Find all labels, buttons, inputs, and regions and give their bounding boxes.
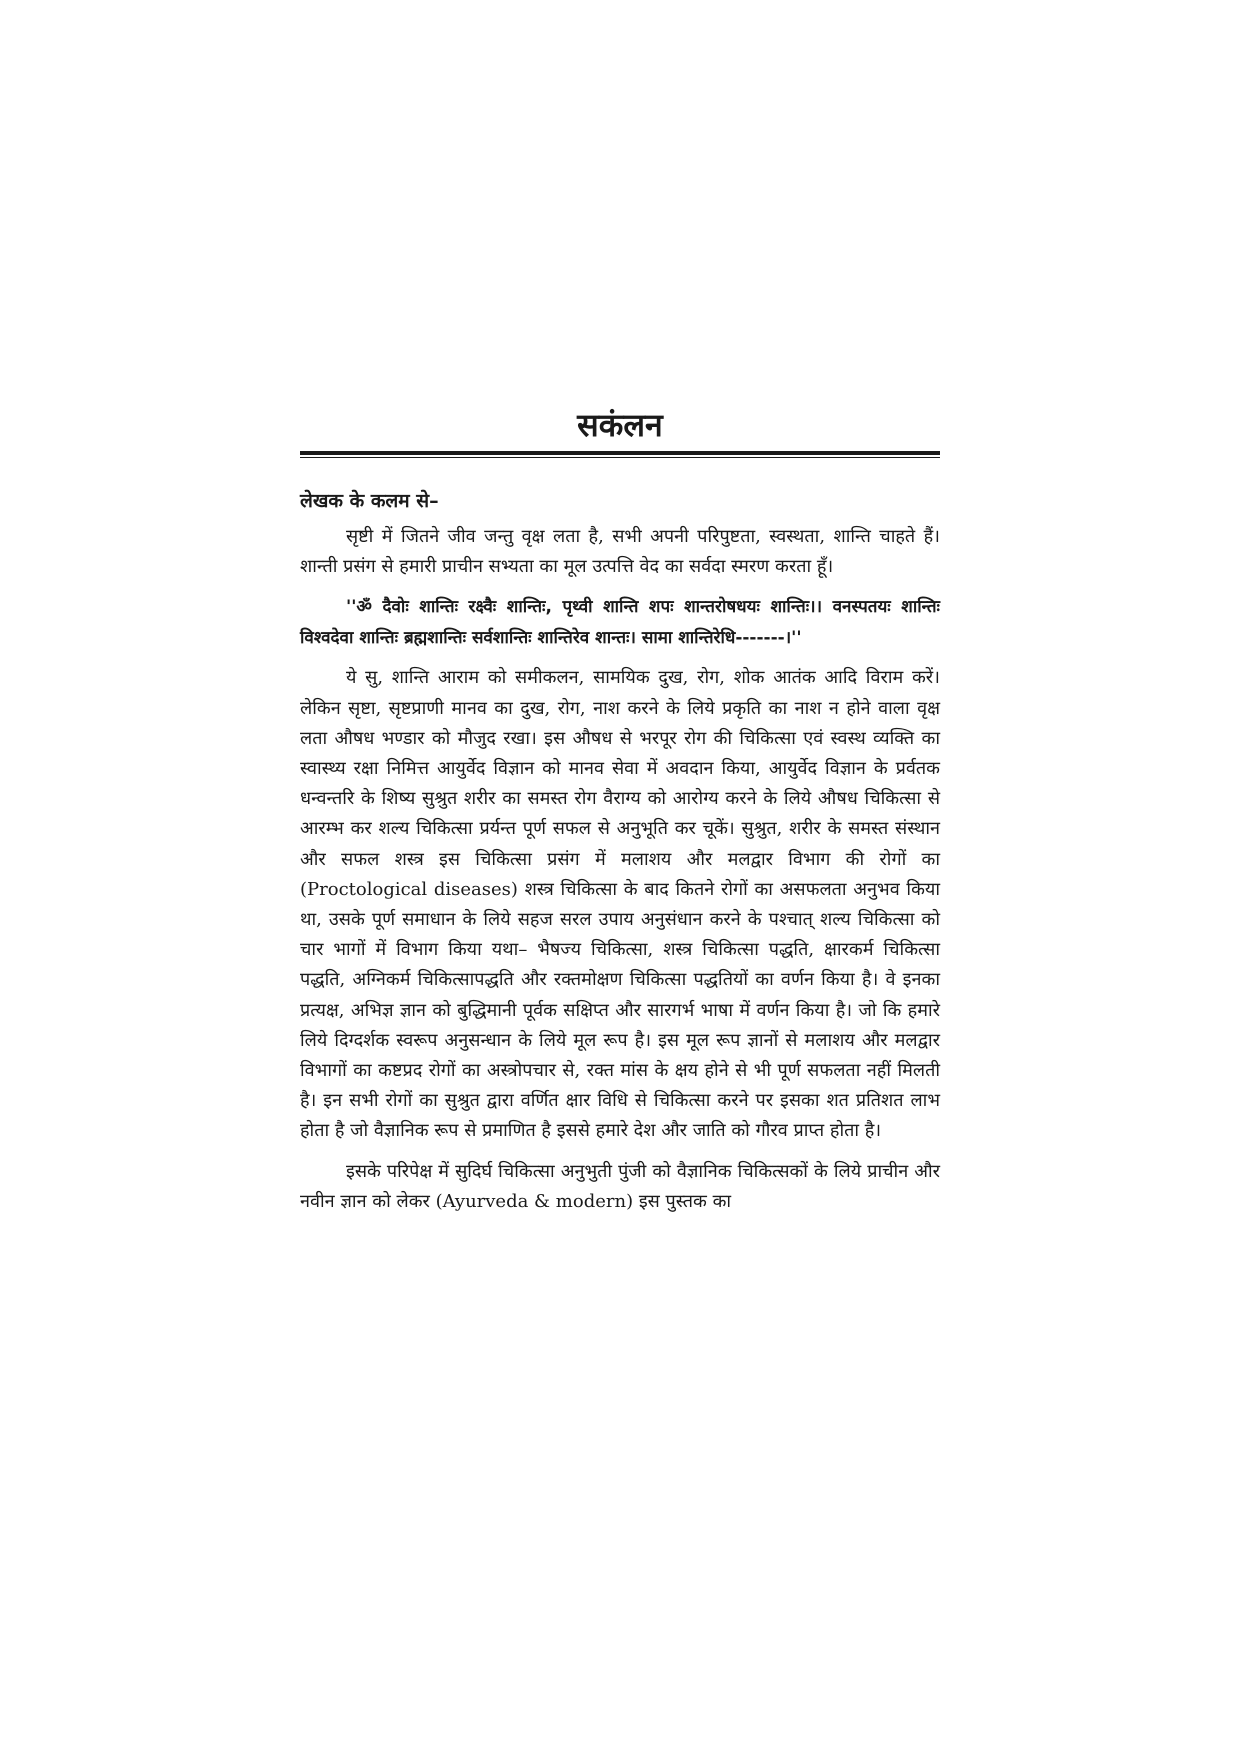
title-rule-thin (300, 457, 940, 458)
body-paragraph: ये सु, शान्ति आराम को समीकलन, सामयिक दुख, रोग, शोक आतंक आदि विराम करें। लेकिन सृष्टा, सृष्टप्राणी मानव का दुख, रोग, नाश करने के लिये प्रकृति का नाश न होने वाला वृक्ष लता औषध भण्डार को मौजुद रखा। इस औषध से भरपूर रोग की चिकित्सा एवं स्वस्थ व्यक्ति का स्वास्थ्य रक्षा निमित्त आयुर्वेद विज्ञान को मानव सेवा में अवदान किया, आयुर्वेद विज्ञान के प्रर्वतक धन्वन्तरि के शिष्य सुश्रुत शरीर का समस्त रोग वैराग्य को आरोग्य करने के लिये औषध चिकित्सा से आरम्भ कर शल्य चिकित्सा प्रर्यन्त पूर्ण सफल से अनुभूति कर चूकें। सुश्रुत, शरीर के समस्त संस्थान और सफल शस्त्र इस चिकित्सा प्रसंग में मलाशय और मलद्वार विभाग की रोगों का (Proctological diseases) शस्त्र चिकित्सा के बाद कितने रोगों का असफलता अनुभव किया था, उसके पूर्ण समाधान के लिये सहज सरल उपाय अनुसंधान करने के पश्चात् शल्य चिकित्सा को चार भागों में विभाग किया यथा– भैषज्य चिकित्सा, शस्त्र चिकित्सा पद्धति, क्षारकर्म चिकित्सा पद्धति, अग्निकर्म चिकित्सापद्धति और रक्तमोक्षण चिकित्सा पद्धतियों का वर्णन किया है। वे इनका प्रत्यक्ष, अभिज्ञ ज्ञान को बुद्धिमानी पूर्वक सक्षिप्त और सारगर्भ भाषा में वर्णन किया है। जो कि हमारे लिये दिग्दर्शक स्वरूप अनुसन्धान के लिये मूल रूप है। इस मूल रूप ज्ञानों से मलाशय और मलद्वार विभागों का कष्टप्रद रोगों का अस्त्रोपचार से, रक्त मांस के क्षय होने से भी पूर्ण सफलता नहीं मिलती है। इन सभी रोगों का सुश्रुत द्वारा वर्णित क्षार विधि से चिकित्सा करने पर इसका शत प्रतिशत लाभ होता है जो वैज्ञानिक रूप से प्रमाणित है इससे हमारे देश और जाति को गौरव प्राप्त होता है। (300, 667, 940, 1142)
section-heading: लेखक के कलम से– (300, 490, 439, 512)
intro-paragraph: सृष्टी में जितने जीव जन्तु वृक्ष लता है, सभी अपनी परिपुष्टता, स्वस्थता, शान्ति चाहते हैं। शान्ती प्रसंग से हमारी प्राचीन सभ्यता का मूल उत्पत्ति वेद का सर्वदा स्मरण करता हूँ। (300, 526, 940, 578)
title-rule-thick (300, 451, 940, 455)
body-paragraph-continued: इसके परिपेक्ष में सुदिर्घ चिकित्सा अनुभुती पुंजी को वैज्ञानिक चिकित्सकों के लिये प्राचीन और नवीन ज्ञान को लेकर (Ayurveda & modern) इस पुस्तक का (300, 1160, 940, 1212)
document-page (300, 405, 940, 1217)
page-title: सकंलन (577, 406, 663, 444)
vedic-quote: ''ॐ दैवोः शान्तिः रक्ष्वैः शान्तिः, पृथ्वी शान्ति शपः शान्तरोषधयः शान्तिः।। वनस्पतयः शान्तिः विश्वदेवा शान्तिः ब्रह्मशान्तिः सर्वशान्तिः शान्तिरेव शान्तः। सामा शान्तिरेधि-------।'' (300, 597, 940, 648)
